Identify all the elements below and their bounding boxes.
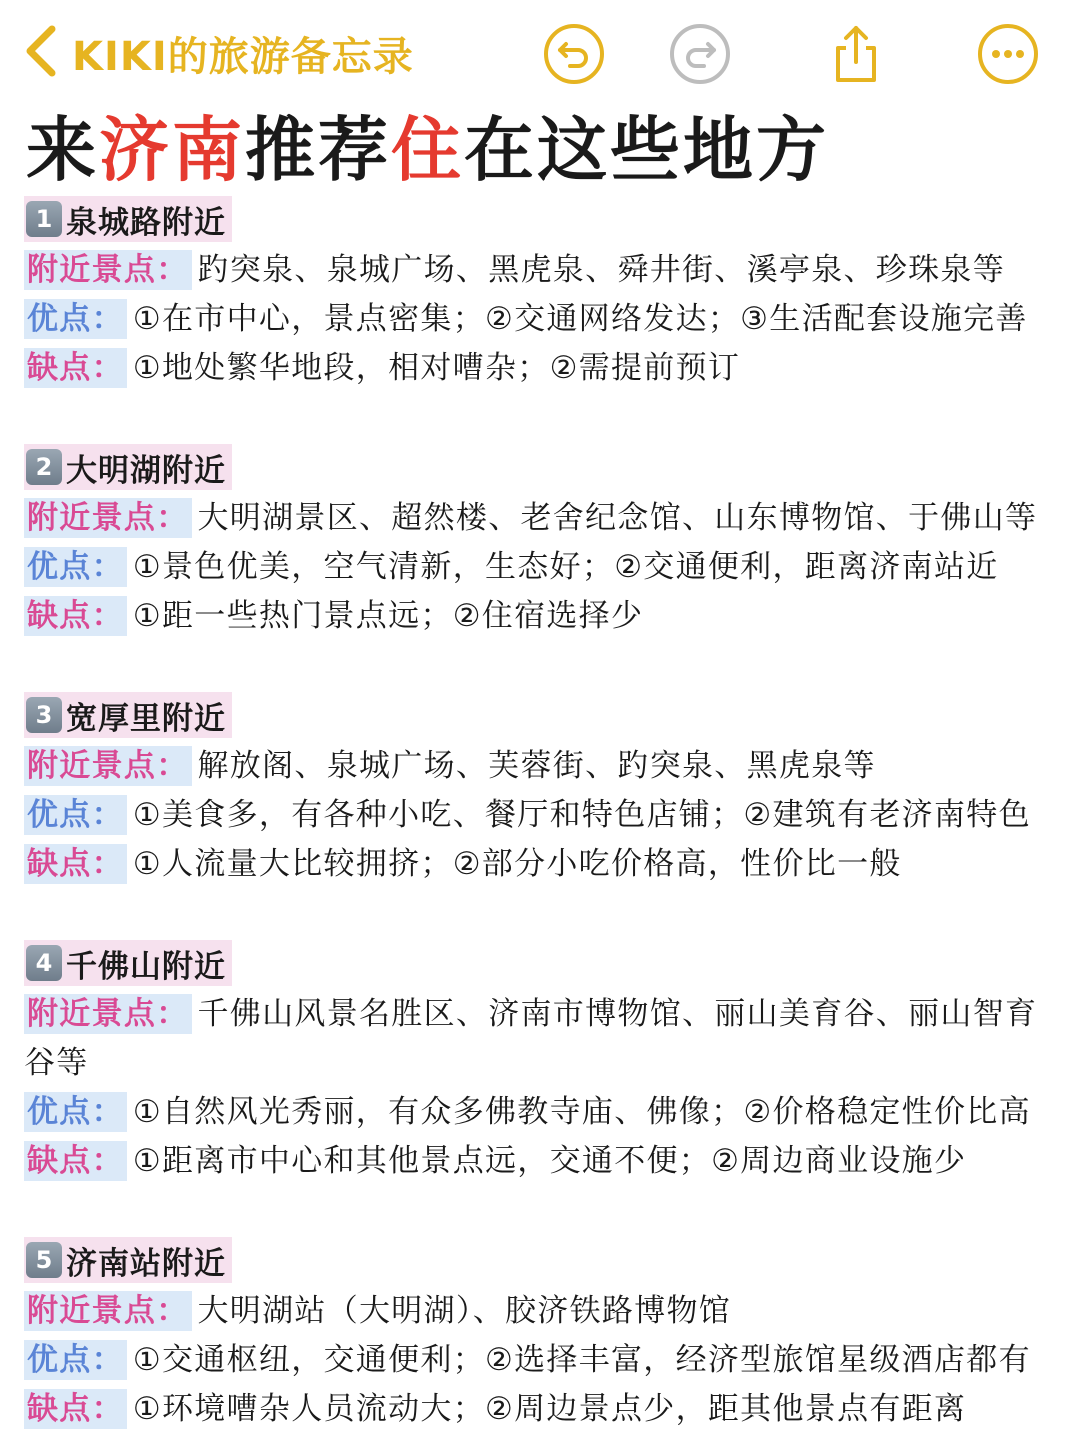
cons-text: ①距离市中心和其他景点远，交通不便；②周边商业设施少	[132, 1143, 967, 1179]
pros-text: ①交通枢纽，交通便利；②选择丰富，经济型旅馆星级酒店都有	[132, 1342, 1031, 1378]
section-title: 千佛山附近	[66, 948, 226, 985]
number-badge: 1	[26, 201, 62, 237]
pros-line	[24, 1088, 1064, 1137]
section-title: 济南站附近	[66, 1245, 226, 1282]
number-badge: 5	[26, 1242, 62, 1278]
title-part-5: 在这些地方	[464, 109, 829, 191]
back-button-label: KIKI的旅游备忘录	[72, 33, 414, 80]
pros-label: 优点：	[24, 299, 127, 339]
section-header	[24, 692, 232, 738]
section-2	[24, 444, 1064, 641]
number-badge: 3	[26, 697, 62, 733]
cons-line	[24, 592, 1064, 641]
pros-text: ①在市中心，景点密集；②交通网络发达；③生活配套设施完善	[132, 301, 1028, 337]
section-5	[24, 1237, 1064, 1434]
cons-label: 缺点：	[24, 596, 127, 636]
title-part-4: 住	[391, 109, 464, 191]
cons-line	[24, 840, 1064, 889]
section-title: 大明湖附近	[66, 452, 226, 489]
number-badge: 4	[26, 945, 62, 981]
title-part-2: 济南	[99, 109, 245, 191]
section-3	[24, 692, 1064, 889]
pros-text: ①美食多，有各种小吃、餐厅和特色店铺；②建筑有老济南特色	[132, 797, 1031, 833]
cons-text: ①人流量大比较拥挤；②部分小吃价格高，性价比一般	[132, 846, 902, 882]
pros-text: ①景色优美，空气清新，生态好；②交通便利，距离济南站近	[132, 549, 999, 585]
cons-text: ①环境嘈杂人员流动大；②周边景点少，距其他景点有距离	[132, 1391, 967, 1427]
pros-text: ①自然风光秀丽，有众多佛教寺庙、佛像；②价格稳定性价比高	[132, 1094, 1031, 1130]
spots-line	[24, 742, 1064, 791]
section-header	[24, 1237, 232, 1283]
cons-label: 缺点：	[24, 1141, 127, 1181]
cons-text: ①距一些热门景点远；②住宿选择少	[132, 598, 644, 634]
pros-line	[24, 1336, 1064, 1385]
title-part-3: 推荐	[245, 109, 391, 191]
more-icon[interactable]	[976, 22, 1040, 86]
cons-label: 缺点：	[24, 1389, 127, 1429]
spots-text: 千佛山风景名胜区、济南市博物馆、丽山美育谷、丽山智育谷等	[24, 996, 1038, 1081]
spots-text: 解放阁、泉城广场、芙蓉街、趵突泉、黑虎泉等	[197, 748, 876, 784]
pros-label: 优点：	[24, 1340, 127, 1380]
undo-icon[interactable]	[542, 22, 606, 86]
section-header	[24, 196, 232, 242]
spots-label: 附近景点：	[24, 1291, 192, 1331]
section-title: 宽厚里附近	[66, 700, 226, 737]
spots-text: 大明湖站（大明湖）、胶济铁路博物馆	[197, 1293, 732, 1329]
section-4	[24, 940, 1064, 1186]
spots-line	[24, 990, 1064, 1088]
spots-line	[24, 1287, 1064, 1336]
chevron-left-icon	[18, 21, 62, 85]
spots-label: 附近景点：	[24, 994, 192, 1034]
back-button[interactable]	[18, 18, 414, 88]
redo-icon[interactable]	[668, 22, 732, 86]
pros-line	[24, 791, 1064, 840]
page-title	[26, 110, 829, 190]
cons-line	[24, 344, 1064, 393]
spots-text: 趵突泉、泉城广场、黑虎泉、舜井街、溪亭泉、珍珠泉等	[197, 252, 1005, 288]
pros-label: 优点：	[24, 1092, 127, 1132]
cons-label: 缺点：	[24, 844, 127, 884]
number-badge: 2	[26, 449, 62, 485]
pros-line	[24, 543, 1064, 592]
section-header	[24, 940, 232, 986]
spots-label: 附近景点：	[24, 498, 192, 538]
section-1	[24, 196, 1064, 393]
cons-line	[24, 1137, 1064, 1186]
title-part-1: 来	[26, 109, 99, 191]
note-content[interactable]	[24, 196, 1064, 1440]
top-bar	[0, 0, 1080, 110]
section-title: 泉城路附近	[66, 204, 226, 241]
pros-label: 优点：	[24, 795, 127, 835]
spots-line	[24, 494, 1064, 543]
spots-text: 大明湖景区、超然楼、老舍纪念馆、山东博物馆、于佛山等	[197, 500, 1038, 536]
spots-label: 附近景点：	[24, 746, 192, 786]
spots-line	[24, 246, 1064, 295]
spots-label: 附近景点：	[24, 250, 192, 290]
section-header	[24, 444, 232, 490]
cons-line	[24, 1385, 1064, 1434]
pros-line	[24, 295, 1064, 344]
pros-label: 优点：	[24, 547, 127, 587]
share-icon[interactable]	[824, 22, 888, 86]
cons-text: ①地处繁华地段，相对嘈杂；②需提前预订	[132, 350, 741, 386]
cons-label: 缺点：	[24, 348, 127, 388]
